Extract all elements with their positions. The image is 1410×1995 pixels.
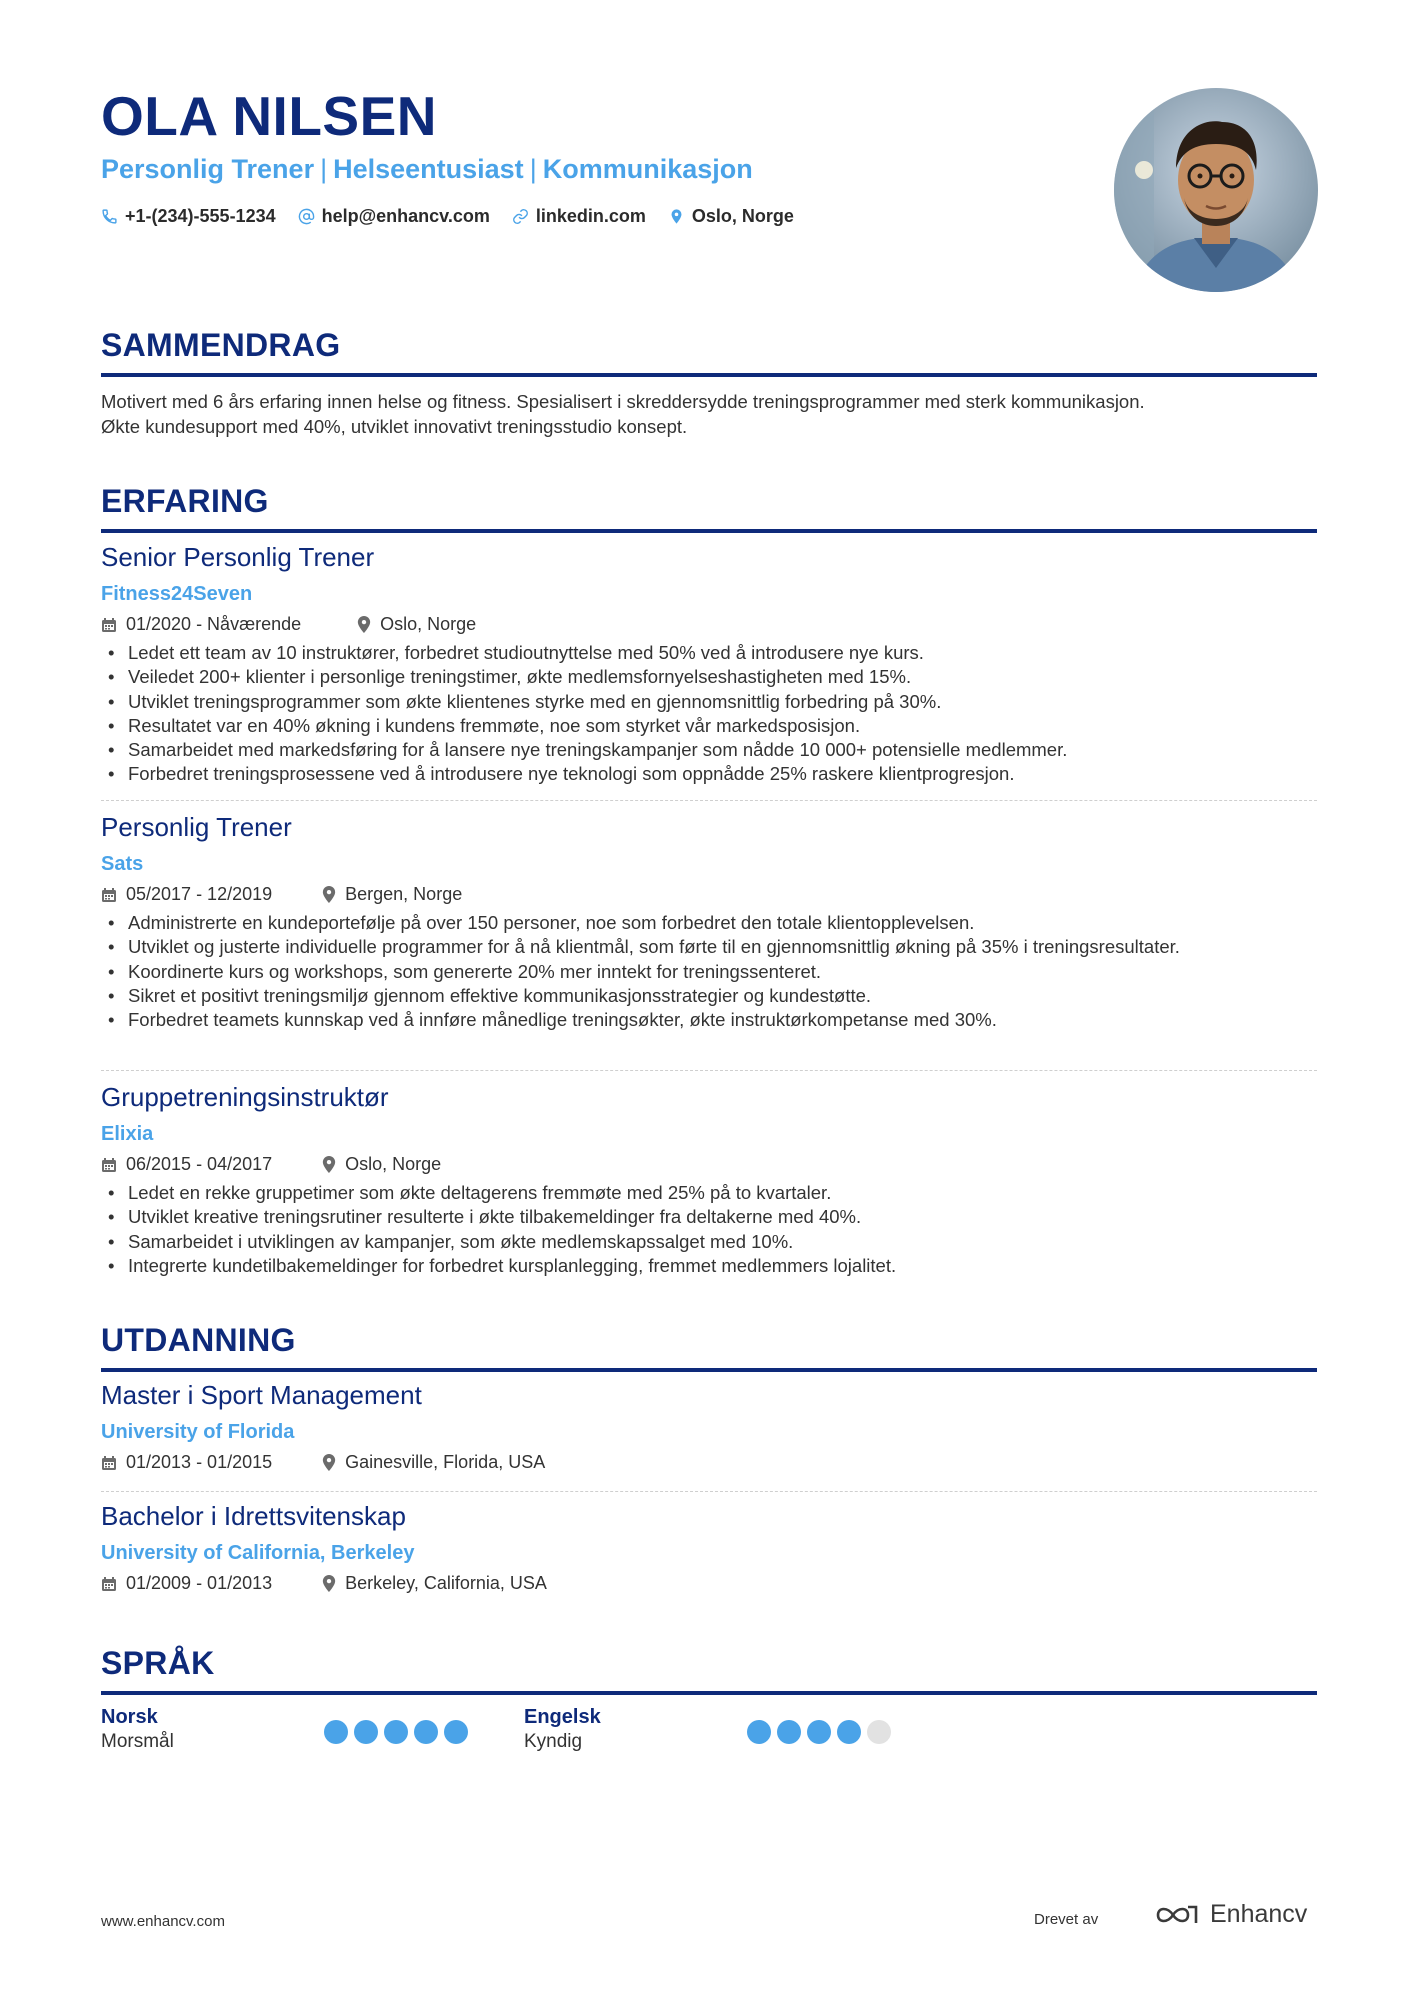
section-divider xyxy=(101,373,1317,377)
job-location-text: Bergen, Norge xyxy=(345,884,463,904)
education-location xyxy=(322,1452,545,1473)
section-title-experience xyxy=(101,483,1317,520)
job-dates: 01/2020 - Nåværende xyxy=(126,614,302,634)
profile-photo xyxy=(1114,88,1318,292)
entry-divider xyxy=(101,1491,1317,1492)
rating-dot-filled xyxy=(354,1720,378,1744)
section-divider xyxy=(101,1691,1317,1695)
job-bullets xyxy=(101,911,1238,1032)
tagline-separator: | xyxy=(320,154,328,184)
list-item: • Utviklet og justerte individuelle programmer for å nå klientmål, som førte til en gjennomsnittlig økning på 35% i treningsresultater. xyxy=(128,935,1238,959)
tagline-item: Personlig Trener xyxy=(101,154,315,184)
section-title-summary xyxy=(101,327,1317,364)
job-location-text: Oslo, Norge xyxy=(345,1154,442,1174)
rating-dot-filled xyxy=(837,1720,861,1744)
rating-dot-filled xyxy=(747,1720,771,1744)
rating-dot-filled xyxy=(324,1720,348,1744)
list-item: • Integrerte kundetilbakemeldinger for forbedret kursplanlegging, fremmet medlemmers lojalitet. xyxy=(128,1254,1308,1278)
map-pin-icon xyxy=(322,1575,336,1592)
map-pin-icon xyxy=(357,616,371,633)
job-meta xyxy=(101,1154,441,1175)
brand-name: Enhancv xyxy=(1210,1900,1308,1928)
education-meta xyxy=(101,1452,545,1473)
job-dates: 06/2015 - 04/2017 xyxy=(126,1154,273,1174)
phone-icon xyxy=(101,208,118,225)
list-item: • Ledet ett team av 10 instruktører, forbedret studioutnyttelse med 50% ved å introdusere nye kurs. xyxy=(128,641,1308,665)
calendar-icon xyxy=(101,887,117,903)
section-title-languages xyxy=(101,1645,1317,1682)
entry-divider xyxy=(101,1070,1317,1071)
tagline xyxy=(101,154,753,185)
list-item: • Resultatet var en 40% økning i kundens fremmøte, noe som styrket vår markedsposisjon. xyxy=(128,714,1308,738)
language-level: Kyndig xyxy=(524,1731,583,1752)
footer-url[interactable]: www.enhancv.com xyxy=(101,1913,225,1930)
school-name: University of California, Berkeley xyxy=(101,1542,415,1564)
tagline-separator: | xyxy=(529,154,537,184)
tagline-item: Helseentusiast xyxy=(333,154,524,184)
language-rating xyxy=(747,1720,897,1744)
section-title-text: ERFARING xyxy=(101,483,269,519)
education-location-text: Berkeley, California, USA xyxy=(345,1573,547,1593)
enhancv-logo-icon xyxy=(1154,1902,1200,1928)
list-item: • Samarbeidet med markedsføring for å lansere nye treningskampanjer som nådde 10 000+ potensielle medlemmer. xyxy=(128,738,1308,762)
section-title-education xyxy=(101,1322,1317,1359)
section-title-text: SPRÅK xyxy=(101,1645,215,1681)
rating-dot-filled xyxy=(807,1720,831,1744)
summary-text xyxy=(101,389,1317,439)
contact-location xyxy=(668,206,794,227)
education-location xyxy=(322,1573,547,1594)
job-title: Gruppetreningsinstruktør xyxy=(101,1082,389,1112)
section-divider xyxy=(101,529,1317,533)
list-item: • Sikret et positivt treningsmiljø gjennom effektive kommunikasjonsstrategier og kundestøtte. xyxy=(128,984,1238,1008)
job-location xyxy=(357,614,476,635)
at-sign-icon xyxy=(298,208,315,225)
language-name: Engelsk xyxy=(524,1706,601,1728)
list-item: • Ledet en rekke gruppetimer som økte deltagerens fremmøte med 25% på to kvartaler. xyxy=(128,1181,1308,1205)
list-item: • Utviklet kreative treningsrutiner resulterte i økte tilbakemeldinger fra deltakerne med 40%. xyxy=(128,1205,1308,1229)
job-meta xyxy=(101,614,476,635)
job-bullets xyxy=(101,1181,1308,1278)
section-title-text: UTDANNING xyxy=(101,1322,296,1358)
list-item: • Koordinerte kurs og workshops, som genererte 20% mer inntekt for treningssenteret. xyxy=(128,960,1238,984)
company-name: Fitness24Seven xyxy=(101,583,253,605)
map-pin-icon xyxy=(322,1156,336,1173)
rating-dot-filled xyxy=(414,1720,438,1744)
map-pin-icon xyxy=(322,1454,336,1471)
school-name: University of Florida xyxy=(101,1421,295,1443)
link-icon xyxy=(512,208,529,225)
powered-by-label: Drevet av xyxy=(1034,1911,1099,1928)
rating-dot-filled xyxy=(384,1720,408,1744)
list-item: • Forbedret teamets kunnskap ved å innføre månedlige treningsøkter, økte instruktørkompetanse med 30%. xyxy=(128,1008,1238,1032)
contact-email[interactable] xyxy=(298,206,490,227)
contact-linkedin[interactable] xyxy=(512,206,646,227)
linkedin-text: linkedin.com xyxy=(535,206,646,226)
summary-line: Økte kundesupport med 40%, utviklet innovativt treningsstudio konsept. xyxy=(101,416,688,437)
degree-title: Master i Sport Management xyxy=(101,1380,422,1410)
language-name: Norsk xyxy=(101,1706,158,1728)
summary-line: Motivert med 6 års erfaring innen helse og fitness. Spesialisert i skreddersydde treningsprogrammer med sterk kommunikasjon. xyxy=(101,391,1145,412)
calendar-icon xyxy=(101,1455,117,1471)
degree-title: Bachelor i Idrettsvitenskap xyxy=(101,1501,406,1531)
contact-row xyxy=(101,206,816,227)
list-item: • Veiledet 200+ klienter i personlige treningstimer, økte medlemsfornyelseshastigheten med 15%. xyxy=(128,665,1308,689)
job-meta xyxy=(101,884,462,905)
location-text: Oslo, Norge xyxy=(691,206,794,226)
job-location xyxy=(322,884,462,905)
phone-text: +1-(234)-555-1234 xyxy=(125,206,276,226)
calendar-icon xyxy=(101,1576,117,1592)
rating-dot-filled xyxy=(444,1720,468,1744)
job-dates: 05/2017 - 12/2019 xyxy=(126,884,273,904)
job-title: Personlig Trener xyxy=(101,812,292,842)
brand-logo[interactable] xyxy=(1154,1900,1307,1929)
job-location-text: Oslo, Norge xyxy=(380,614,477,634)
rating-dot-empty xyxy=(867,1720,891,1744)
education-dates: 01/2009 - 01/2013 xyxy=(126,1573,273,1593)
language-level: Morsmål xyxy=(101,1731,174,1752)
list-item: • Administrerte en kundeportefølje på over 150 personer, noe som forbedret den totale klientopplevelsen. xyxy=(128,911,1238,935)
map-pin-icon xyxy=(668,208,685,225)
job-location xyxy=(322,1154,441,1175)
job-title: Senior Personlig Trener xyxy=(101,542,375,572)
job-bullets xyxy=(101,641,1308,787)
education-dates: 01/2013 - 01/2015 xyxy=(126,1452,273,1472)
tagline-item: Kommunikasjon xyxy=(542,154,753,184)
company-name: Sats xyxy=(101,853,144,875)
entry-divider xyxy=(101,800,1317,801)
contact-phone[interactable] xyxy=(101,206,276,227)
section-divider xyxy=(101,1368,1317,1372)
calendar-icon xyxy=(101,1157,117,1173)
calendar-icon xyxy=(101,617,117,633)
education-location-text: Gainesville, Florida, USA xyxy=(345,1452,546,1472)
education-meta xyxy=(101,1573,547,1594)
list-item: • Utviklet treningsprogrammer som økte klientenes styrke med en gjennomsnittlig forbedring på 30%. xyxy=(128,690,1308,714)
rating-dot-filled xyxy=(777,1720,801,1744)
list-item: • Samarbeidet i utviklingen av kampanjer, som økte medlemskapssalget med 10%. xyxy=(128,1230,1308,1254)
candidate-name: OLA NILSEN xyxy=(101,85,438,147)
map-pin-icon xyxy=(322,886,336,903)
language-rating xyxy=(324,1720,474,1744)
section-title-text: SAMMENDRAG xyxy=(101,327,341,363)
email-text: help@enhancv.com xyxy=(321,206,490,226)
company-name: Elixia xyxy=(101,1123,154,1145)
list-item: • Forbedret treningsprosessene ved å introdusere nye teknologi som oppnådde 25% raskere klientprogresjon. xyxy=(128,762,1308,786)
